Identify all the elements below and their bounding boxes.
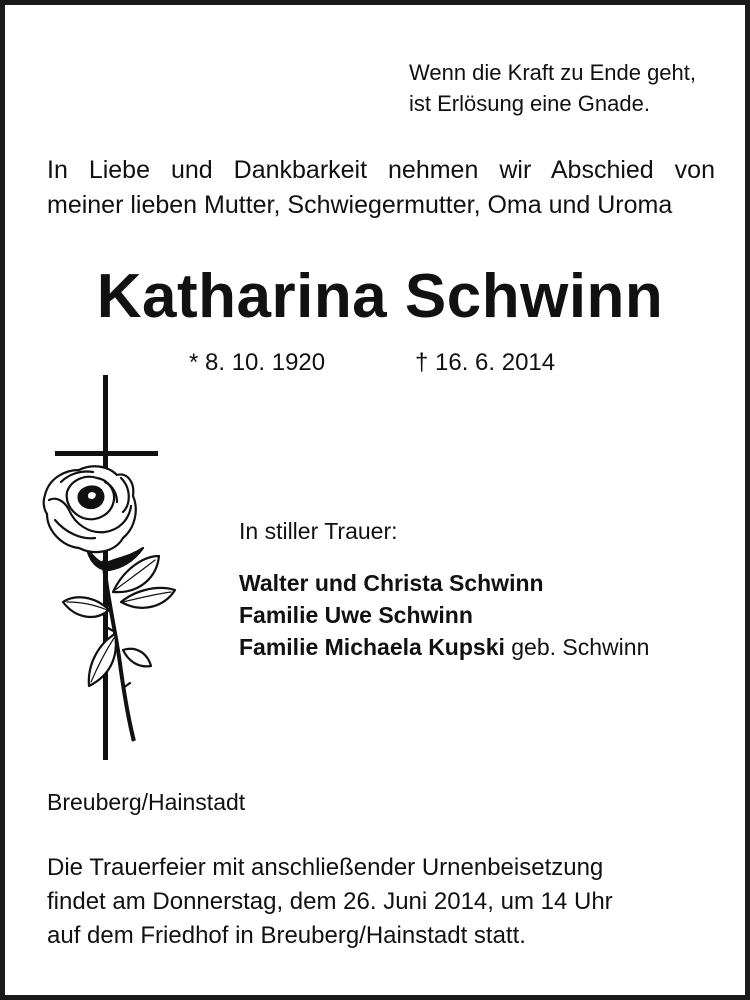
mourner-name: Familie Michaela Kupski	[239, 634, 505, 660]
intro-line-2: meiner lieben Mutter, Schwiegermutter, Oma und Uroma	[47, 191, 673, 219]
mourner-suffix: geb. Schwinn	[504, 634, 650, 660]
mourner-name: Walter und Christa Schwinn	[239, 570, 544, 596]
funeral-service-info	[47, 851, 613, 953]
motto-line-2: ist Erlösung eine Gnade.	[409, 91, 650, 116]
service-line-3: auf dem Friedhof in Breuberg/Hainstadt statt.	[47, 922, 526, 949]
mourner-row	[239, 631, 649, 663]
motto-verse	[409, 57, 696, 119]
motto-line-1: Wenn die Kraft zu Ende geht,	[409, 60, 696, 85]
mourner-row	[239, 567, 649, 599]
intro-text	[47, 153, 715, 223]
service-line-2: findet am Donnerstag, dem 26. Juni 2014, um 14 Uhr	[47, 888, 613, 915]
deceased-name: Katharina Schwinn	[96, 262, 664, 331]
mourners-list	[239, 567, 649, 663]
service-line-1: Die Trauerfeier mit anschließender Urnenbeisetzung	[47, 854, 604, 881]
cross-with-rose	[35, 370, 185, 765]
death-date: † 16. 6. 2014	[415, 349, 556, 376]
birth-date: * 8. 10. 1920	[189, 349, 326, 376]
rose-icon	[44, 466, 175, 740]
mourner-row	[239, 599, 649, 631]
mourner-name: Familie Uwe Schwinn	[239, 602, 473, 628]
mourning-intro: In stiller Trauer:	[239, 518, 398, 544]
place-name: Breuberg/Hainstadt	[47, 789, 246, 815]
intro-line-1: In Liebe und Dankbarkeit nehmen wir Abschied von	[47, 156, 715, 184]
